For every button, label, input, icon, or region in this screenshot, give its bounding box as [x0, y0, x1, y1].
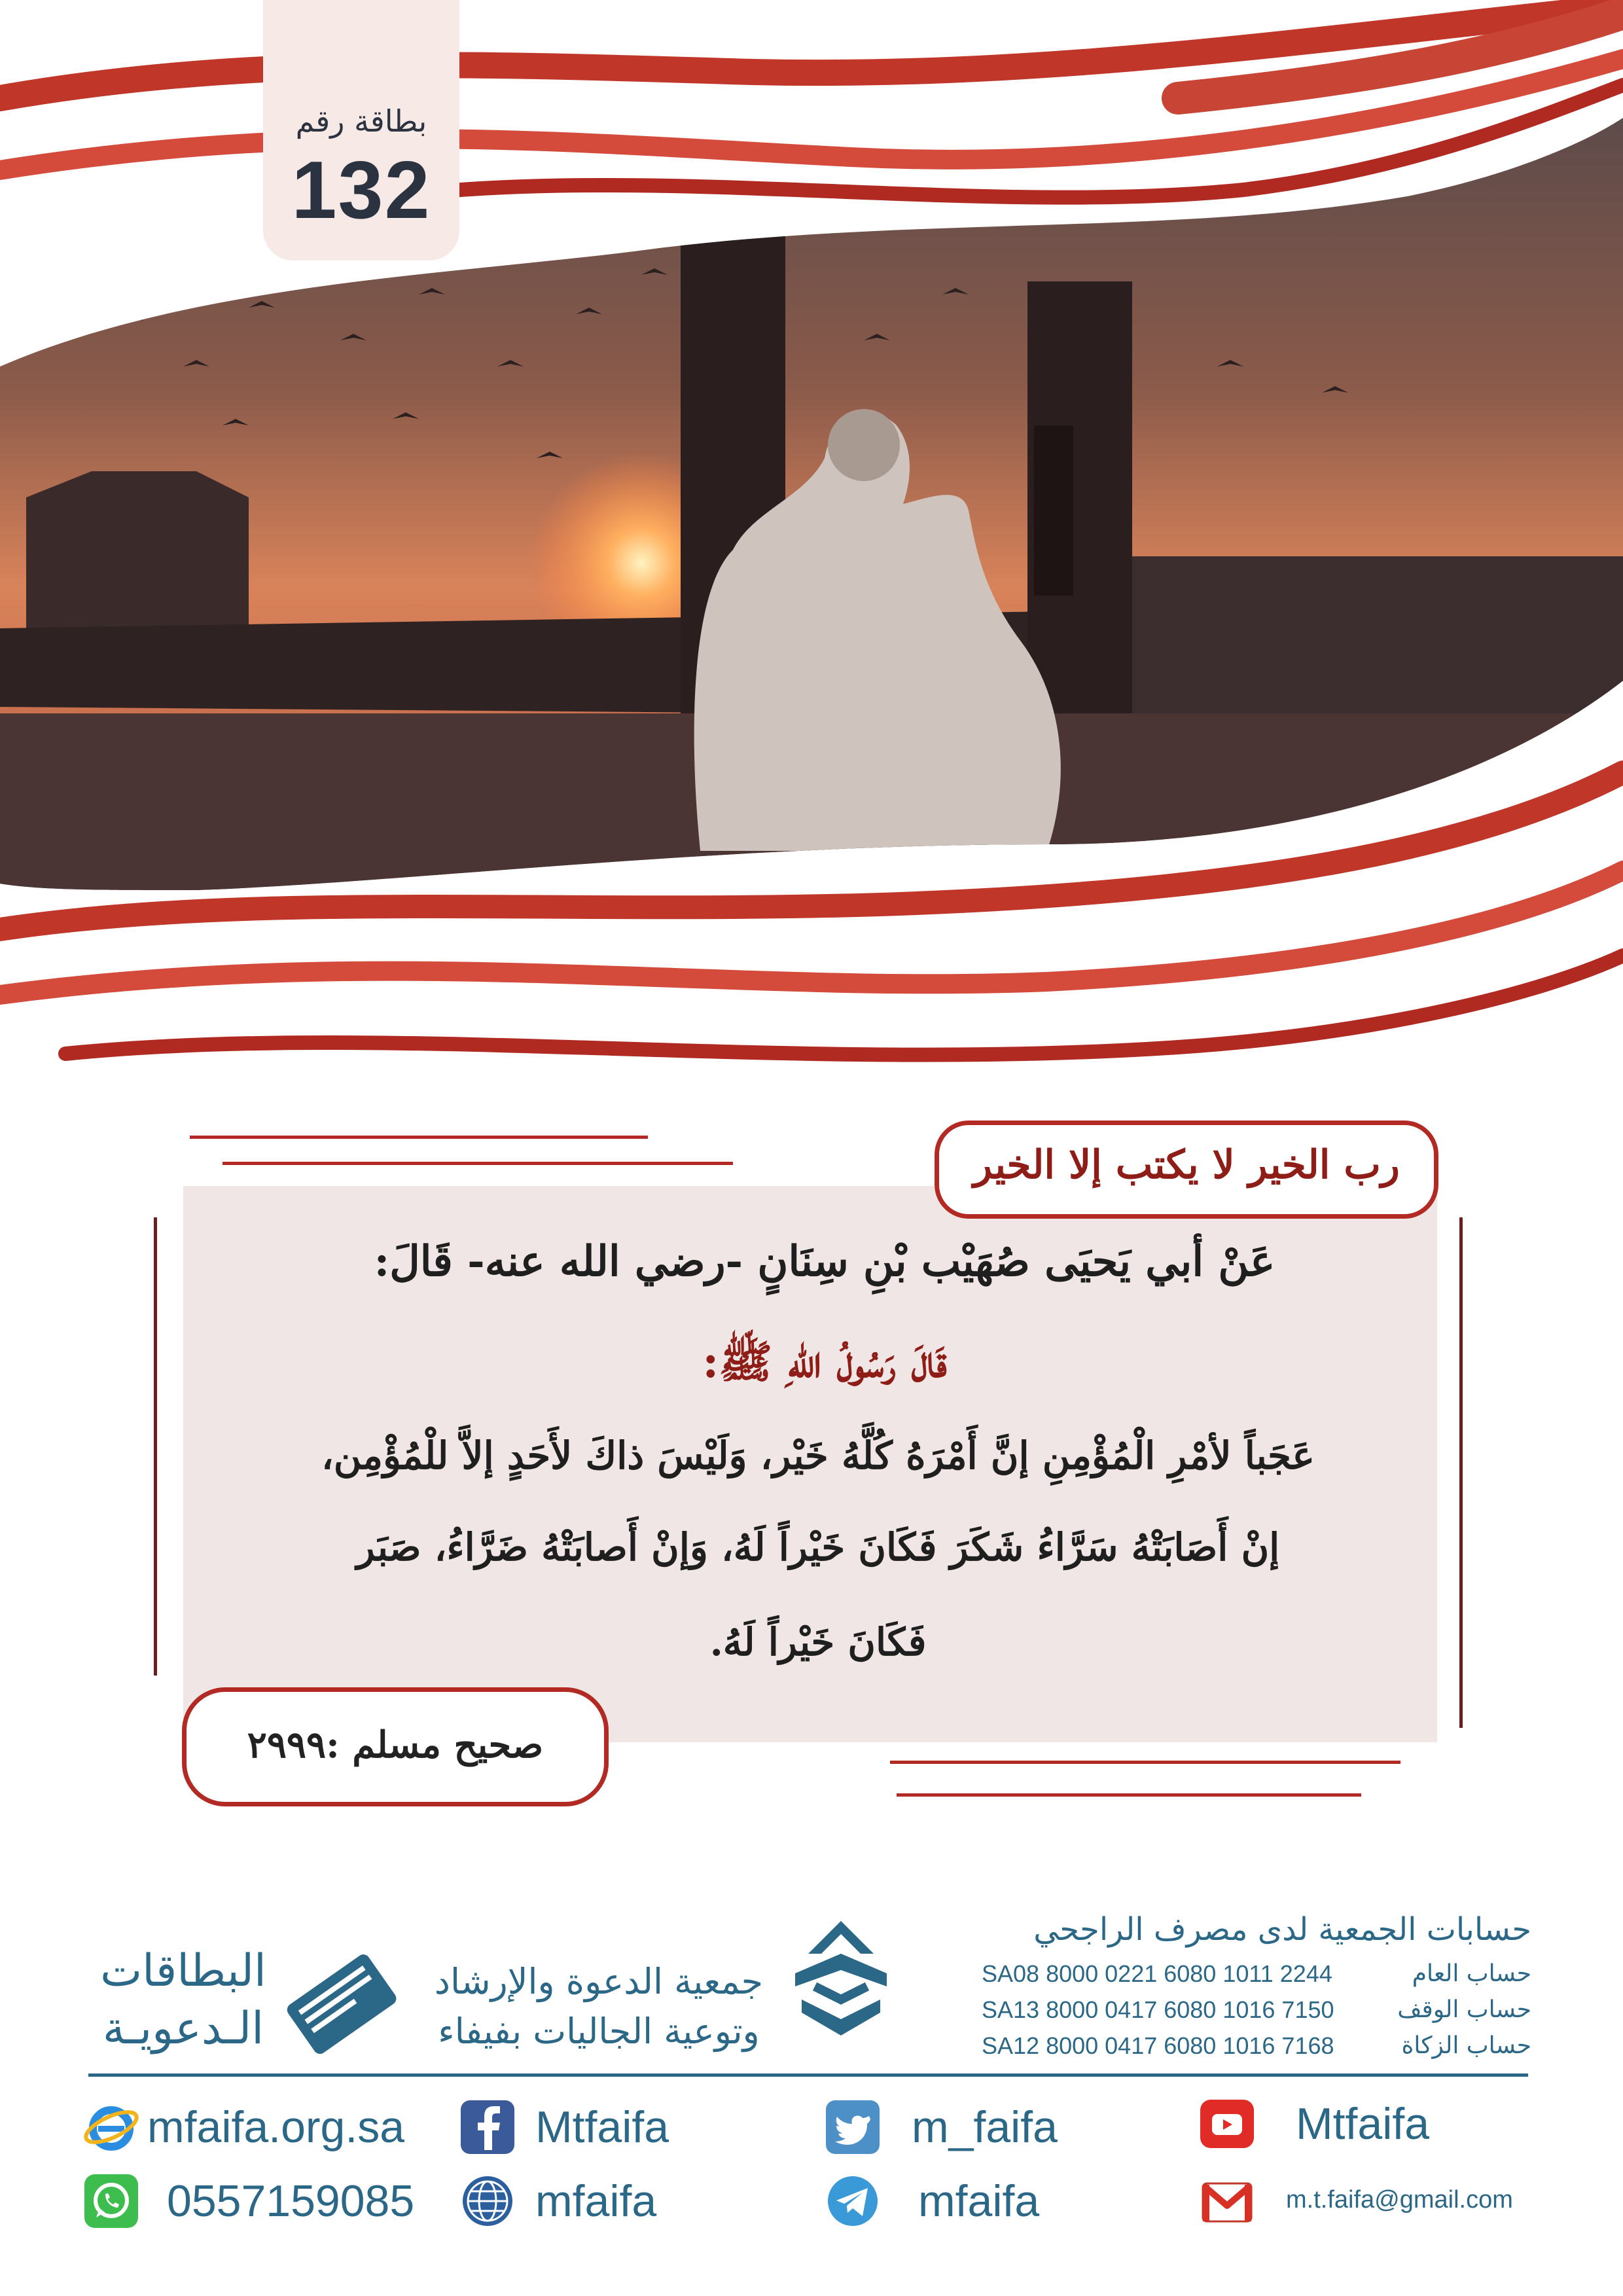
account-label: حساب الزكاة	[1401, 2032, 1531, 2059]
card-number-label: بطاقة رقم	[295, 103, 427, 139]
brand-line: الـدعويـة	[102, 2003, 264, 2054]
decor-line	[1459, 1217, 1463, 1728]
bank-account-row	[982, 1996, 1531, 2030]
decor-line	[890, 1761, 1400, 1764]
website-link[interactable]	[82, 2098, 422, 2161]
twitter-icon	[823, 2098, 882, 2157]
facebook-link[interactable]	[458, 2098, 733, 2161]
iban-number: SA12 8000 0417 6080 1016 7168	[982, 2032, 1334, 2059]
email-text: m.t.faifa@gmail.com	[1286, 2186, 1513, 2214]
gmail-icon	[1198, 2172, 1257, 2231]
telegram-icon	[823, 2172, 882, 2231]
footer-divider	[88, 2073, 1528, 2077]
prophet-said: قَالَ رَسُولُ اللهِ ﷺ:	[702, 1336, 947, 1388]
hadith-text-line: إنْ أَصَابَتْهُ سَرَّاءُ شَكَرَ فَكَانَ خَيْراً لَهُ، وَإنْ أَصابَتْهُ ضَرَّاءُ، صَبَر	[356, 1525, 1280, 1570]
youtube-icon	[1198, 2094, 1257, 2153]
decor-line	[223, 1162, 733, 1165]
source-box	[182, 1687, 609, 1806]
card-number-tab	[263, 0, 459, 260]
card-number: 132	[291, 145, 431, 236]
decor-line	[897, 1793, 1361, 1797]
facebook-text: Mtfaifa	[535, 2102, 669, 2152]
association-logo-icon	[782, 1914, 900, 2045]
cards-logo-icon	[274, 1950, 404, 2062]
facebook-icon	[458, 2098, 517, 2157]
telegram-text: mfaifa	[918, 2176, 1040, 2226]
twitter-text: m_faifa	[912, 2102, 1058, 2152]
bank-account-row	[982, 2032, 1531, 2066]
hadith-narrator: عَنْ أبي يَحيَى صُهَيْب بْنِ سِنَانٍ -رضي الله عنه- قَالَ:	[374, 1237, 1275, 1286]
hadith-source: صحيح مسلم :٢٩٩٩	[247, 1723, 544, 1767]
hadith-text-line: عَجَباً لأمْرِ الْمُؤْمِنِ إنَّ أَمْرَهُ كُلَّهُ خَيْر، وَلَيْسَ ذاكَ لأَحَدٍ إلاَّ للْمُؤْمِن،	[321, 1433, 1315, 1478]
association-line: جمعية الدعوة والإرشاد	[434, 1961, 764, 2002]
account-label: حساب الوقف	[1397, 1996, 1531, 2023]
bank-account-row	[982, 1960, 1531, 1994]
youtube-text: Mtfaifa	[1296, 2099, 1430, 2149]
web-text: mfaifa	[535, 2176, 657, 2226]
whatsapp-icon	[82, 2172, 141, 2231]
telegram-link[interactable]	[823, 2172, 1098, 2234]
account-label: حساب العام	[1412, 1960, 1531, 1987]
hadith-text-line: فَكَانَ خَيْراً لَهُ.	[709, 1620, 927, 1664]
whatsapp-text: 0557159085	[167, 2176, 415, 2226]
brand-name	[92, 1943, 275, 2058]
web-link[interactable]	[458, 2172, 733, 2234]
association-line: وتوعية الجاليات بفيفاء	[438, 2011, 760, 2052]
hadith-title: رب الخير لا يكتب إلا الخير	[973, 1142, 1400, 1188]
iban-number: SA13 8000 0417 6080 1016 7150	[982, 1996, 1334, 2023]
hadith-title-box	[935, 1121, 1438, 1219]
globe-icon	[458, 2172, 517, 2231]
bank-accounts-title: حسابات الجمعية لدى مصرف الراجحي	[1033, 1911, 1531, 1948]
whatsapp-link[interactable]	[82, 2172, 422, 2234]
email-link[interactable]	[1198, 2172, 1538, 2234]
twitter-link[interactable]	[823, 2098, 1098, 2161]
decor-line	[154, 1217, 157, 1676]
youtube-link[interactable]	[1198, 2094, 1472, 2157]
internet-explorer-icon	[82, 2098, 141, 2157]
decor-line	[190, 1136, 648, 1139]
brand-line: البطاقات	[100, 1945, 266, 1997]
hero-photo	[0, 0, 1623, 1113]
association-name	[425, 1957, 772, 2056]
website-text: mfaifa.org.sa	[147, 2102, 405, 2152]
iban-number: SA08 8000 0221 6080 1011 2244	[982, 1960, 1332, 1987]
